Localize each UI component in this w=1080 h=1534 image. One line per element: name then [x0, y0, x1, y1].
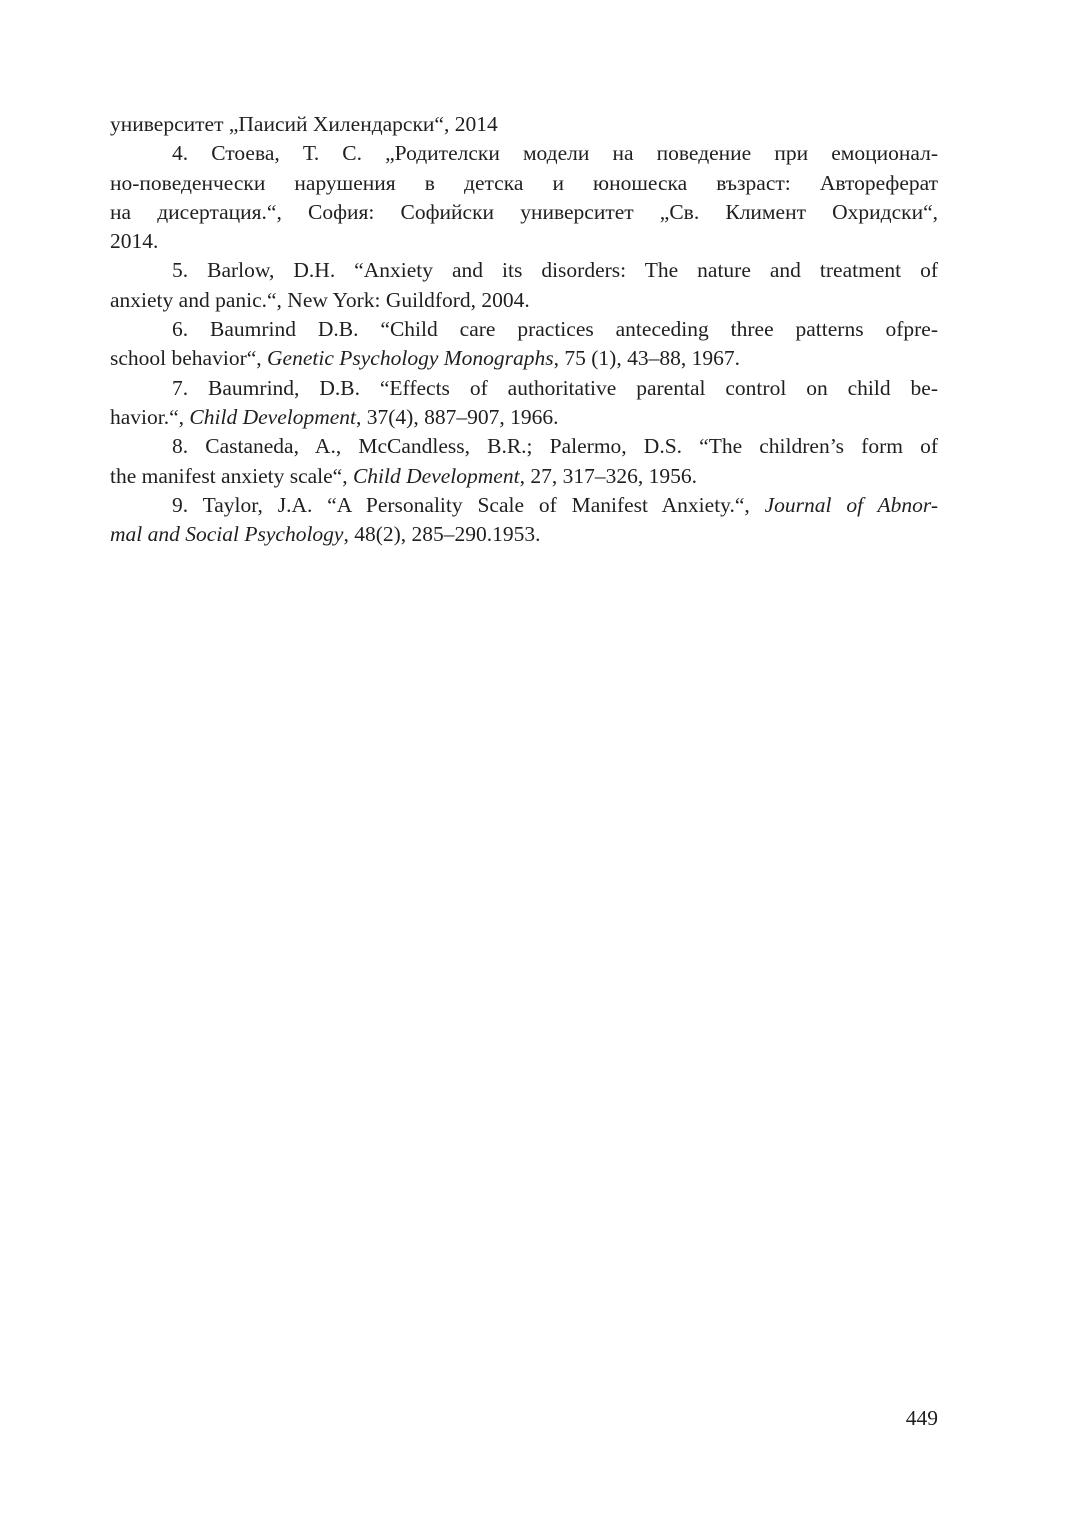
reference-continuation: университет „Паисий Хилендарски“, 2014: [110, 112, 498, 136]
reference-italic-text: Genetic Psychology Monographs: [267, 346, 554, 371]
reference-entry: [110, 139, 938, 256]
reference-italic-text: Child Development: [189, 404, 357, 429]
page-number: 449: [905, 1406, 938, 1430]
reference-text: но-поведенчески нарушения в детска и юношеска възраст: Автореферат: [110, 170, 938, 195]
reference-italic-text: mal and Social Psychology: [110, 522, 344, 547]
reference-line: [110, 227, 938, 256]
reference-text: 6. Baumrind D.B. “Child care practices anteceding three patterns ofpre-: [172, 317, 938, 342]
reference-text: 2014.: [110, 229, 159, 254]
reference-entry: [110, 315, 938, 374]
reference-text: 9. Taylor, J.A. “A Personality Scale of Manifest Anxiety.“,: [172, 492, 765, 517]
reference-entry: [110, 256, 938, 315]
reference-line: [110, 344, 938, 373]
reference-line: [110, 374, 938, 403]
reference-italic-text: Child Development: [352, 463, 520, 488]
reference-text: the manifest anxiety scale“,: [110, 463, 353, 488]
reference-line: [110, 491, 938, 520]
reference-text: , 48(2), 285–290.1953.: [343, 522, 541, 547]
reference-text: 4. Стоева, Т. С. „Родителски модели на поведение при емоционал-: [172, 141, 938, 166]
reference-line: [110, 139, 938, 168]
reference-text: 7. Baumrind, D.B. “Effects of authoritative parental control on child be-: [172, 375, 938, 400]
reference-text: 5. Barlow, D.H. “Anxiety and its disorders: The nature and treatment of: [172, 258, 938, 283]
reference-entry: [110, 432, 938, 491]
reference-line: [110, 256, 938, 285]
reference-line: [110, 432, 938, 461]
references-container: [110, 139, 938, 549]
reference-entry: [110, 491, 938, 550]
reference-line: [110, 169, 938, 198]
reference-text: 8. Castaneda, A., McCandless, B.R.; Palermo, D.S. “The children’s form of: [172, 434, 938, 459]
reference-text: school behavior“,: [110, 346, 268, 371]
reference-text: havior.“,: [110, 404, 190, 429]
reference-line: [110, 286, 938, 315]
reference-line: [110, 198, 938, 227]
reference-text: , 37(4), 887–907, 1966.: [356, 404, 559, 429]
reference-line: [110, 462, 938, 491]
reference-text: на дисертация.“, София: Софийски университет „Св. Климент Охридски“,: [110, 199, 938, 224]
reference-text: , 75 (1), 43–88, 1967.: [553, 346, 740, 371]
reference-line: [110, 403, 938, 432]
reference-entry: [110, 374, 938, 433]
reference-text: , 27, 317–326, 1956.: [519, 463, 697, 488]
reference-line: [110, 315, 938, 344]
reference-italic-text: Journal of Abnor-: [764, 492, 938, 517]
reference-text: anxiety and panic.“, New York: Guildford, 2004.: [110, 287, 530, 312]
reference-line: [110, 520, 938, 549]
reference-list: [110, 110, 938, 549]
